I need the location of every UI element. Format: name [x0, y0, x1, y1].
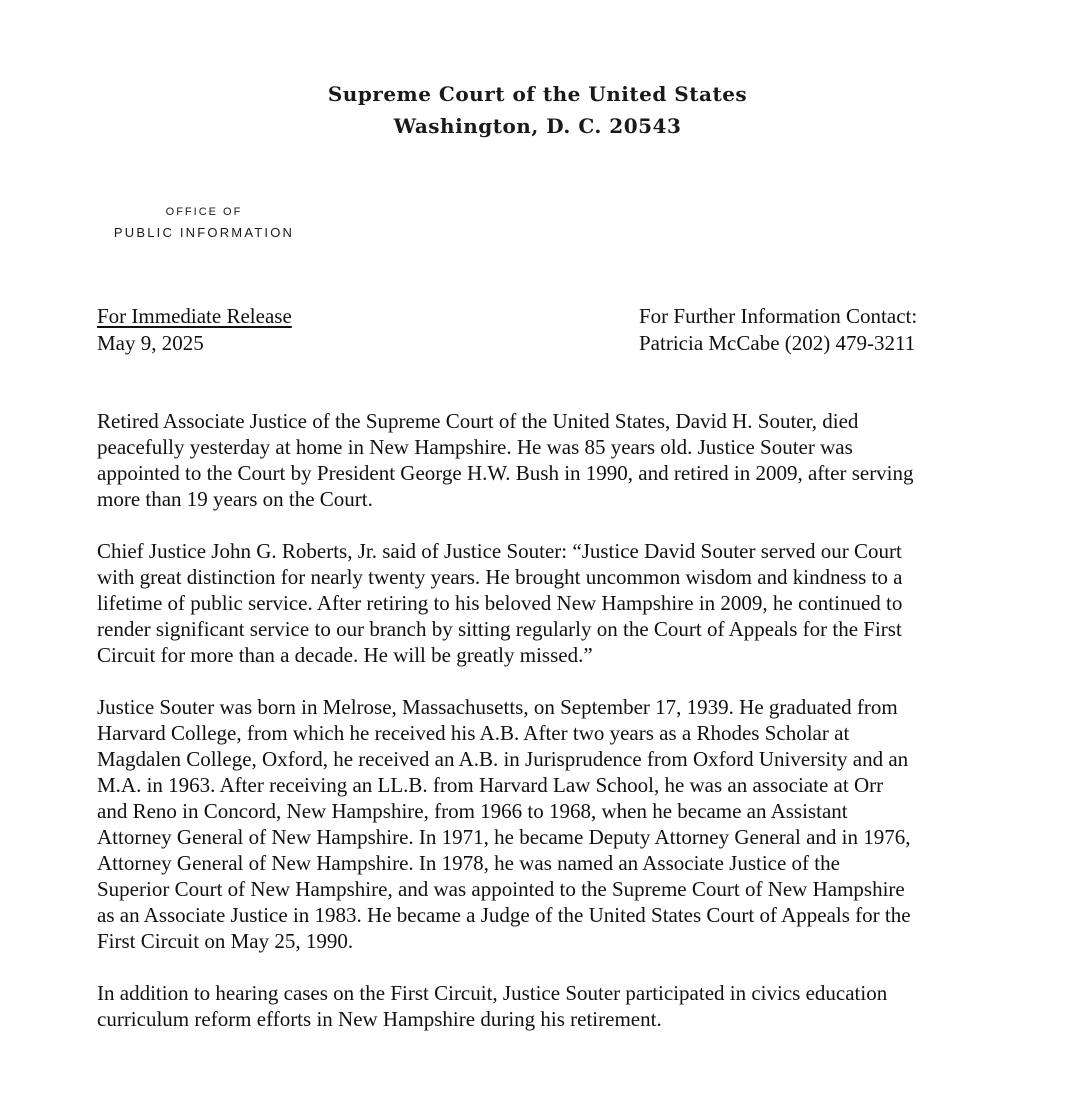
office-line1: OFFICE OF [165, 206, 243, 218]
paragraph-announcement: Retired Associate Justice of the Supreme Court of the United States, David H. Souter, died peacefully yesterday at home in New Hampshire. He was 85 years old. Justice Souter was appointed to the Court by President George H.W. Bush in 1990, and retired in 2009, after serving more than 19 years on the Court. [97, 409, 914, 511]
release-date: May 9, 2025 [97, 331, 204, 355]
paragraph-chief-justice-statement: Chief Justice John G. Roberts, Jr. said of Justice Souter: “Justice David Souter served our Court with great distinction for nearly twenty years. He brought uncommon wisdom and kindness to a lifetime of public service. After retiring to his beloved New Hampshire in 2009, he continued to render significant service to our branch by sitting regularly on the Court of Appeals for the First Circuit for more than a decade. He will be greatly missed.” [97, 539, 903, 667]
paragraph-biography: Justice Souter was born in Melrose, Massachusetts, on September 17, 1939. He graduated from Harvard College, from which he received his A.B. After two years as a Rhodes Scholar at Magdalen College, Oxford, he received an A.B. in Jurisprudence from Oxford University and an M.A. in 1963. After receiving an LL.B. from Harvard Law School, he was an associate at Orr and Reno in Concord, New Hampshire, from 1966 to 1968, when he became an Assistant Attorney General of New Hampshire. In 1971, he became Deputy Attorney General and in 1976, Attorney General of New Hampshire. In 1978, he was named an Associate Justice of the Superior Court of New Hampshire, and was appointed to the Supreme Court of New Hampshire as an Associate Justice in 1983. He became a Judge of the United States Court of Appeals for the First Circuit on May 25, 1990. [97, 695, 911, 953]
release-label: For Immediate Release [97, 304, 292, 328]
contact-label: For Further Information Contact: [639, 304, 918, 328]
press-release-body [97, 408, 1002, 1058]
office-line2: PUBLIC INFORMATION [113, 225, 295, 240]
letterhead [0, 78, 1075, 142]
court-name: Supreme Court of the United States [327, 82, 748, 106]
contact-block [639, 303, 917, 357]
contact-name-phone: Patricia McCabe (202) 479-3211 [639, 331, 916, 355]
office-of-public-information [102, 205, 306, 243]
release-block [97, 303, 292, 357]
paragraph-retirement-activities: In addition to hearing cases on the First Circuit, Justice Souter participated in civics education curriculum reform efforts in New Hampshire during his retirement. [97, 981, 888, 1031]
court-address: Washington, D. C. 20543 [393, 114, 682, 138]
